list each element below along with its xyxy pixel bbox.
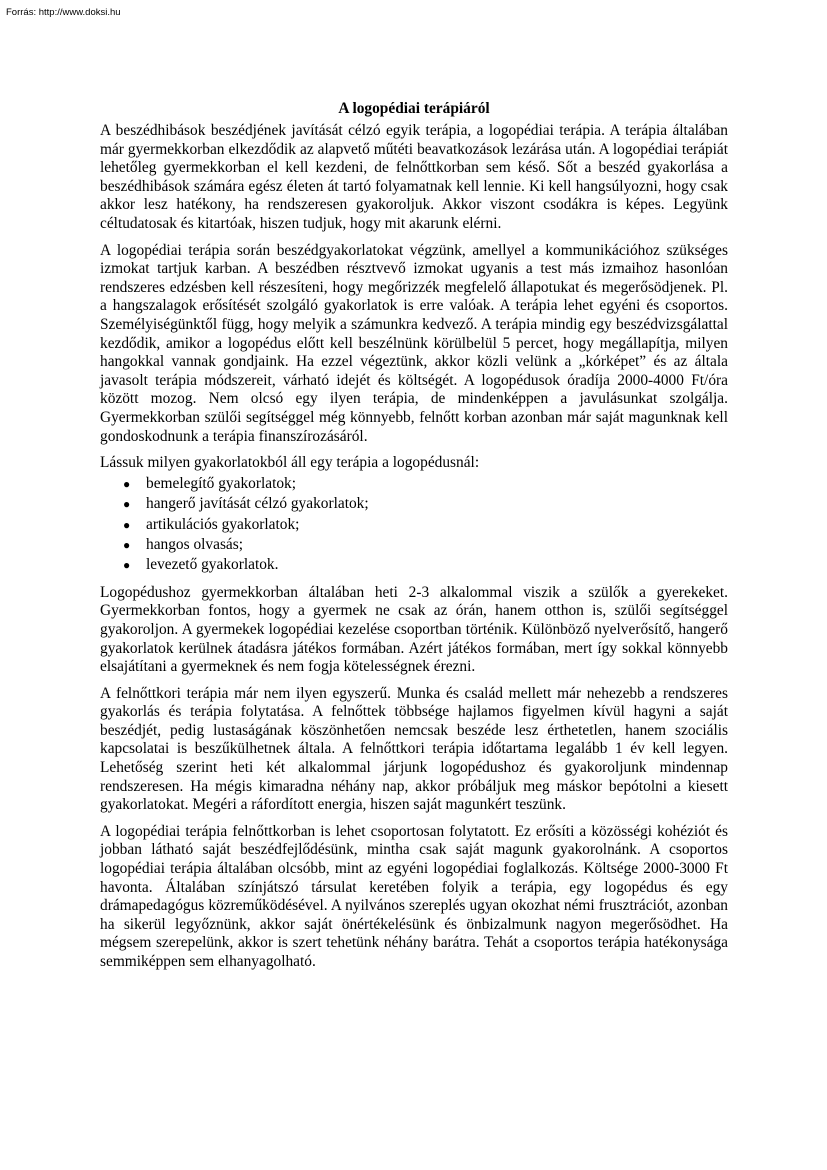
list-item-text: hangos olvasás; — [146, 535, 244, 553]
list-item-text: artikulációs gyakorlatok; — [146, 515, 300, 533]
paragraph-1: A beszédhibások beszédjének javítását célzó egyik terápia, a logopédiai terápia. A terápia általában már gyermekkorban elkezdődik az alapvető műtéti beavatkozások lezárása után. A logopédiai terápiát lehetőleg gyermekkorban el kell kezdeni, de felnőttkorban sem késő. Sőt a beszéd gyakorlása a beszédhibások számára egész életen át tartó folyamatnak kell lennie. Ki kell hangsúlyozni, hogy csak akkor lesz hatékony, ha rendszeresen gyakoroljuk. Akkor viszont csodákra is képes. Legyünk céltudatosak és kitartóak, hiszen tudjuk, hogy mit akarunk elérni. — [100, 122, 728, 232]
list-item — [123, 515, 728, 535]
document-title: A logopédiai terápiáról — [338, 100, 490, 117]
list-item — [123, 494, 728, 514]
list-item — [123, 535, 728, 555]
bullet-icon: ● — [123, 497, 131, 512]
paragraph-5: A logopédiai terápia felnőttkorban is lehet csoportosan folytatott. Ez erősíti a közösségi kohéziót és jobban látható saját beszédfejlődésünk, mintha csak saját magunk gyakorolnánk. A csoportos logopédiai terápia általában olcsóbb, mint az egyéni logopédiai foglalkozás. Költsége 2000-3000 Ft havonta. Általában színjátszó társulat keretében folyik a terápia, egy logopédus és egy drámapedagógus közreműködésével. A nyilvános szereplés ugyan okozhat némi frusztrációt, azonban ha sikerül legyőznünk, akkor saját önértékelésünk és önbizalmunk nagyon megerősödhet. Ha mégsem szerepelünk, akkor is szert tehetünk néhány barátra. Tehát a csoportos terápia hatékonysága semmiképpen sem elhanyagolható. — [100, 822, 728, 970]
exercise-list — [100, 474, 728, 576]
bullet-icon: ● — [123, 476, 131, 491]
paragraph-2: A logopédiai terápia során beszédgyakorlatokat végzünk, amellyel a kommunikációhoz szükséges izmokat tartjuk karban. A beszédben résztvevő izmokat ugyanis a test más izmaihoz hasonlóan rendszeres edzésben kell részesíteni, hogy megőrizzék megfelelő állapotukat és megerősödjenek. Pl. a hangszalagok erősítését szolgáló gyakorlatok is erre valóak. A terápia lehet egyéni és csoportos. Személyiségünktől függ, hogy melyik a számunkra kedvező. A terápia mindig egy beszédvizsgálattal kezdődik, amikor a logopédus előtt kell beszélnünk körülbelül 5 percet, hogy megállapítja, milyen hangokkal vannak gondjaink. Ha ezzel végeztünk, akkor közli velünk a „kórképet” és az általa javasolt terápia módszereit, várható idejét és költségét. A logopédusok óradíja 2000-4000 Ft/óra között mozog. Nem olcsó egy ilyen terápia, de mindenképpen a javulásunkat szolgálja. Gyermekkorban szülői segítséggel még könnyebb, felnőtt korban azonban már saját magunknak kell gondoskodnunk a terápia finanszírozásáról. — [100, 241, 728, 445]
source-label: Forrás: http://www.doksi.hu — [6, 7, 121, 18]
bullet-icon: ● — [123, 558, 131, 573]
list-intro: Lássuk milyen gyakorlatokból áll egy terápia a logopédusnál: — [100, 454, 480, 472]
bullet-icon: ● — [123, 537, 131, 552]
list-item-text: levezető gyakorlatok. — [146, 556, 279, 574]
paragraph-3: Logopédushoz gyermekkorban általában heti 2-3 alkalommal viszik a szülők a gyerekeket. Gyermekkorban fontos, hogy a gyermek ne csak az órán, hanem otthon is, szülői segítséggel gyakoroljon. A gyermekek logopédiai kezelése csoportban történik. Különböző nyelverősítő, hangerő gyakorlatok kerülnek átadásra játékos formában. Azért játékos formában, mert így sokkal könnyebb elsajátítani a gyermeknek és nem fogja kötelességnek érezni. — [100, 583, 728, 676]
paragraph-4: A felnőttkori terápia már nem ilyen egyszerű. Munka és család mellett már nehezebb a rendszeres gyakorlás és terápia folytatása. A felnőttek többsége hajlamos figyelmen kívül hagyni a saját beszédjét, pedig lustaságának köszönhetően nemcsak beszéde lesz érthetetlen, hanem szociális kapcsolatai is beszűkülhetnek általa. A felnőttkori terápia időtartama legalább 1 év kell legyen. Lehetőség szerint heti két alkalommal járjunk logopédushoz és gyakoroljunk mindennap rendszeresen. Ha mégis kimaradna néhány nap, akkor próbáljuk meg máskor bepótolni a kiesett gyakorlatokat. Megéri a ráfordított energia, hiszen saját magunkért teszünk. — [100, 684, 728, 814]
list-item-text: bemelegítő gyakorlatok; — [146, 474, 297, 492]
document-page — [100, 99, 728, 980]
bullet-icon: ● — [123, 517, 131, 532]
list-item — [123, 555, 728, 575]
list-item-text: hangerő javítását célzó gyakorlatok; — [146, 495, 369, 513]
list-item — [123, 474, 728, 494]
